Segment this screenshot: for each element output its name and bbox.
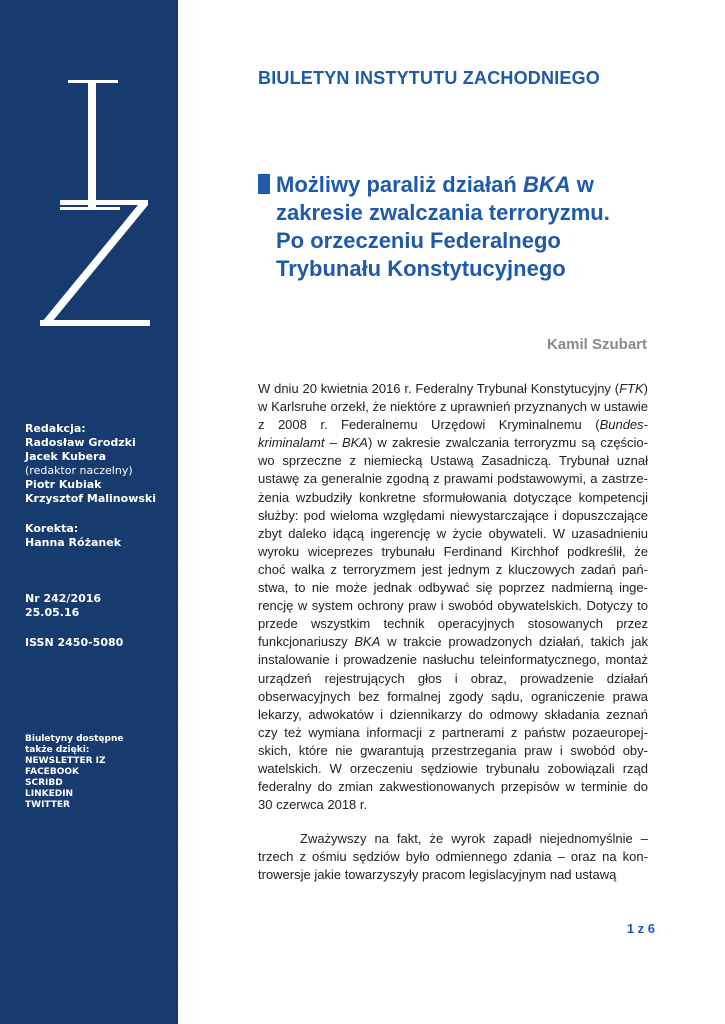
bulletin-title: BIULETYN INSTYTUTU ZACHODNIEGO — [258, 68, 600, 88]
issue-block — [25, 592, 101, 620]
editor-role: (redaktor naczelny) — [25, 464, 133, 477]
text-run: ) w zakresie zwalczania terroryzmu są częściowo sprzeczne z niemiecką Ustawą Zasadniczą. Trybunał uznał ustawę za generalnie zgodną z prawami podstawowymi, a zastrzeżenia wzbudziły konkretne sformułowania dotyczące kompetencji służby: pod wieloma względami niewystarczające i dopuszczające zbyt daleko idącą ingerencję w życie obywateli. W uzasadnieniu wyroku wiceprezes trybunału Ferdinand Kirchhof podkreślił, że choć walka z terroryzmem jest jednym z kluczowych zadań państwa, to nie może jednak odbywać się poprzez nadmierną ingerencję w system ochrony praw i swobód obywatelskich. Dotyczy to przede wszystkim technik operacyjnych stosowanych przez funkcjonariuszy — [258, 435, 649, 650]
article-title-part: w zakresie zwalczania terroryzmu. Po orzeczeniu Federalnego Trybunału Konstytucyjnego — [276, 172, 610, 281]
editor-name: Krzysztof Malinowski — [25, 492, 156, 505]
paragraph-1 — [258, 380, 648, 814]
editor-name: Jacek Kubera — [25, 450, 106, 463]
iz-logo — [30, 60, 160, 340]
page-number: 1 z 6 — [626, 921, 655, 936]
availability-block — [25, 734, 123, 811]
paragraph-2: Zważywszy na fakt, że wyrok zapadł niejednomyślnie – trzech z ośmiu sędziów było odmiennego zdania – oraz na kontrowersje jakie towarzyszyły pracom legislacyjnym nad ustawą — [258, 831, 648, 883]
title-accent-bar — [258, 174, 270, 194]
issue-date: 25.05.16 — [25, 606, 80, 619]
issn: ISSN 2450-5080 — [25, 636, 124, 649]
channel-twitter-link[interactable]: TWITTER — [25, 800, 70, 810]
proofreading-block — [25, 522, 121, 550]
editors-heading: Redakcja: — [25, 422, 86, 435]
text-run: w trakcie prowadzonych działań, takich jak instalowanie i prowadzenie nasłuchu teleinformatycznego, montaż urządzeń rejestrujących głos i obraz, prowadzenie działań obserwacyjnych bez formalnej zgody sądu, ograniczenie prawa lekarzy, adwokatów i dziennikarzy do odmowy składania zeznań czy też wymiana informacji z partnerami z państw pozaeuropejskich, które nie gwarantują przestrzegania praw i swobód obywatelskich. W orzeczeniu sędziowie trybunału zobowiązali rząd federalny do zmian zakwestionowanych przepisów w terminie do 30 czerwca 2018 r. — [258, 634, 648, 813]
article-title — [276, 171, 616, 283]
author-name: Kamil Szubart — [546, 336, 647, 353]
issue-number: Nr 242/2016 — [25, 592, 102, 605]
channel-facebook-link[interactable]: FACEBOOK — [25, 767, 79, 777]
editor-name: Piotr Kubiak — [25, 478, 102, 491]
editor-name: Radosław Grodzki — [25, 436, 136, 449]
availability-line: Biuletyny dostępne — [25, 734, 124, 744]
editorial-block — [25, 422, 156, 506]
text-run: ) w Karlsruhe orzekł, że niektóre z uprawnień przyznanych w ustawie z 2008 r. Federalnemu Urzędowi Kryminalnemu ( — [258, 381, 648, 433]
text-run-italic: FTK — [619, 381, 644, 396]
text-run-italic: BKA — [354, 634, 381, 650]
article-title-part: Możliwy paraliż działań — [276, 172, 523, 197]
article-title-emphasis: BKA — [522, 172, 571, 197]
proofreader-name: Hanna Różanek — [25, 536, 122, 549]
text-run-italic: Bundeskriminalamt – BKA — [258, 417, 648, 451]
sidebar — [0, 0, 178, 1024]
channel-linkedin-link[interactable]: LINKEDIN — [25, 789, 74, 799]
availability-line: także dzięki: — [25, 745, 90, 755]
channel-scribd-link[interactable]: SCRIBD — [25, 778, 63, 788]
proof-heading: Korekta: — [25, 522, 79, 535]
text-run: W dniu 20 kwietnia 2016 r. Federalny Trybunał Konstytucyjny ( — [258, 381, 620, 396]
channel-newsletter-link[interactable]: NEWSLETTER IZ — [25, 756, 106, 766]
